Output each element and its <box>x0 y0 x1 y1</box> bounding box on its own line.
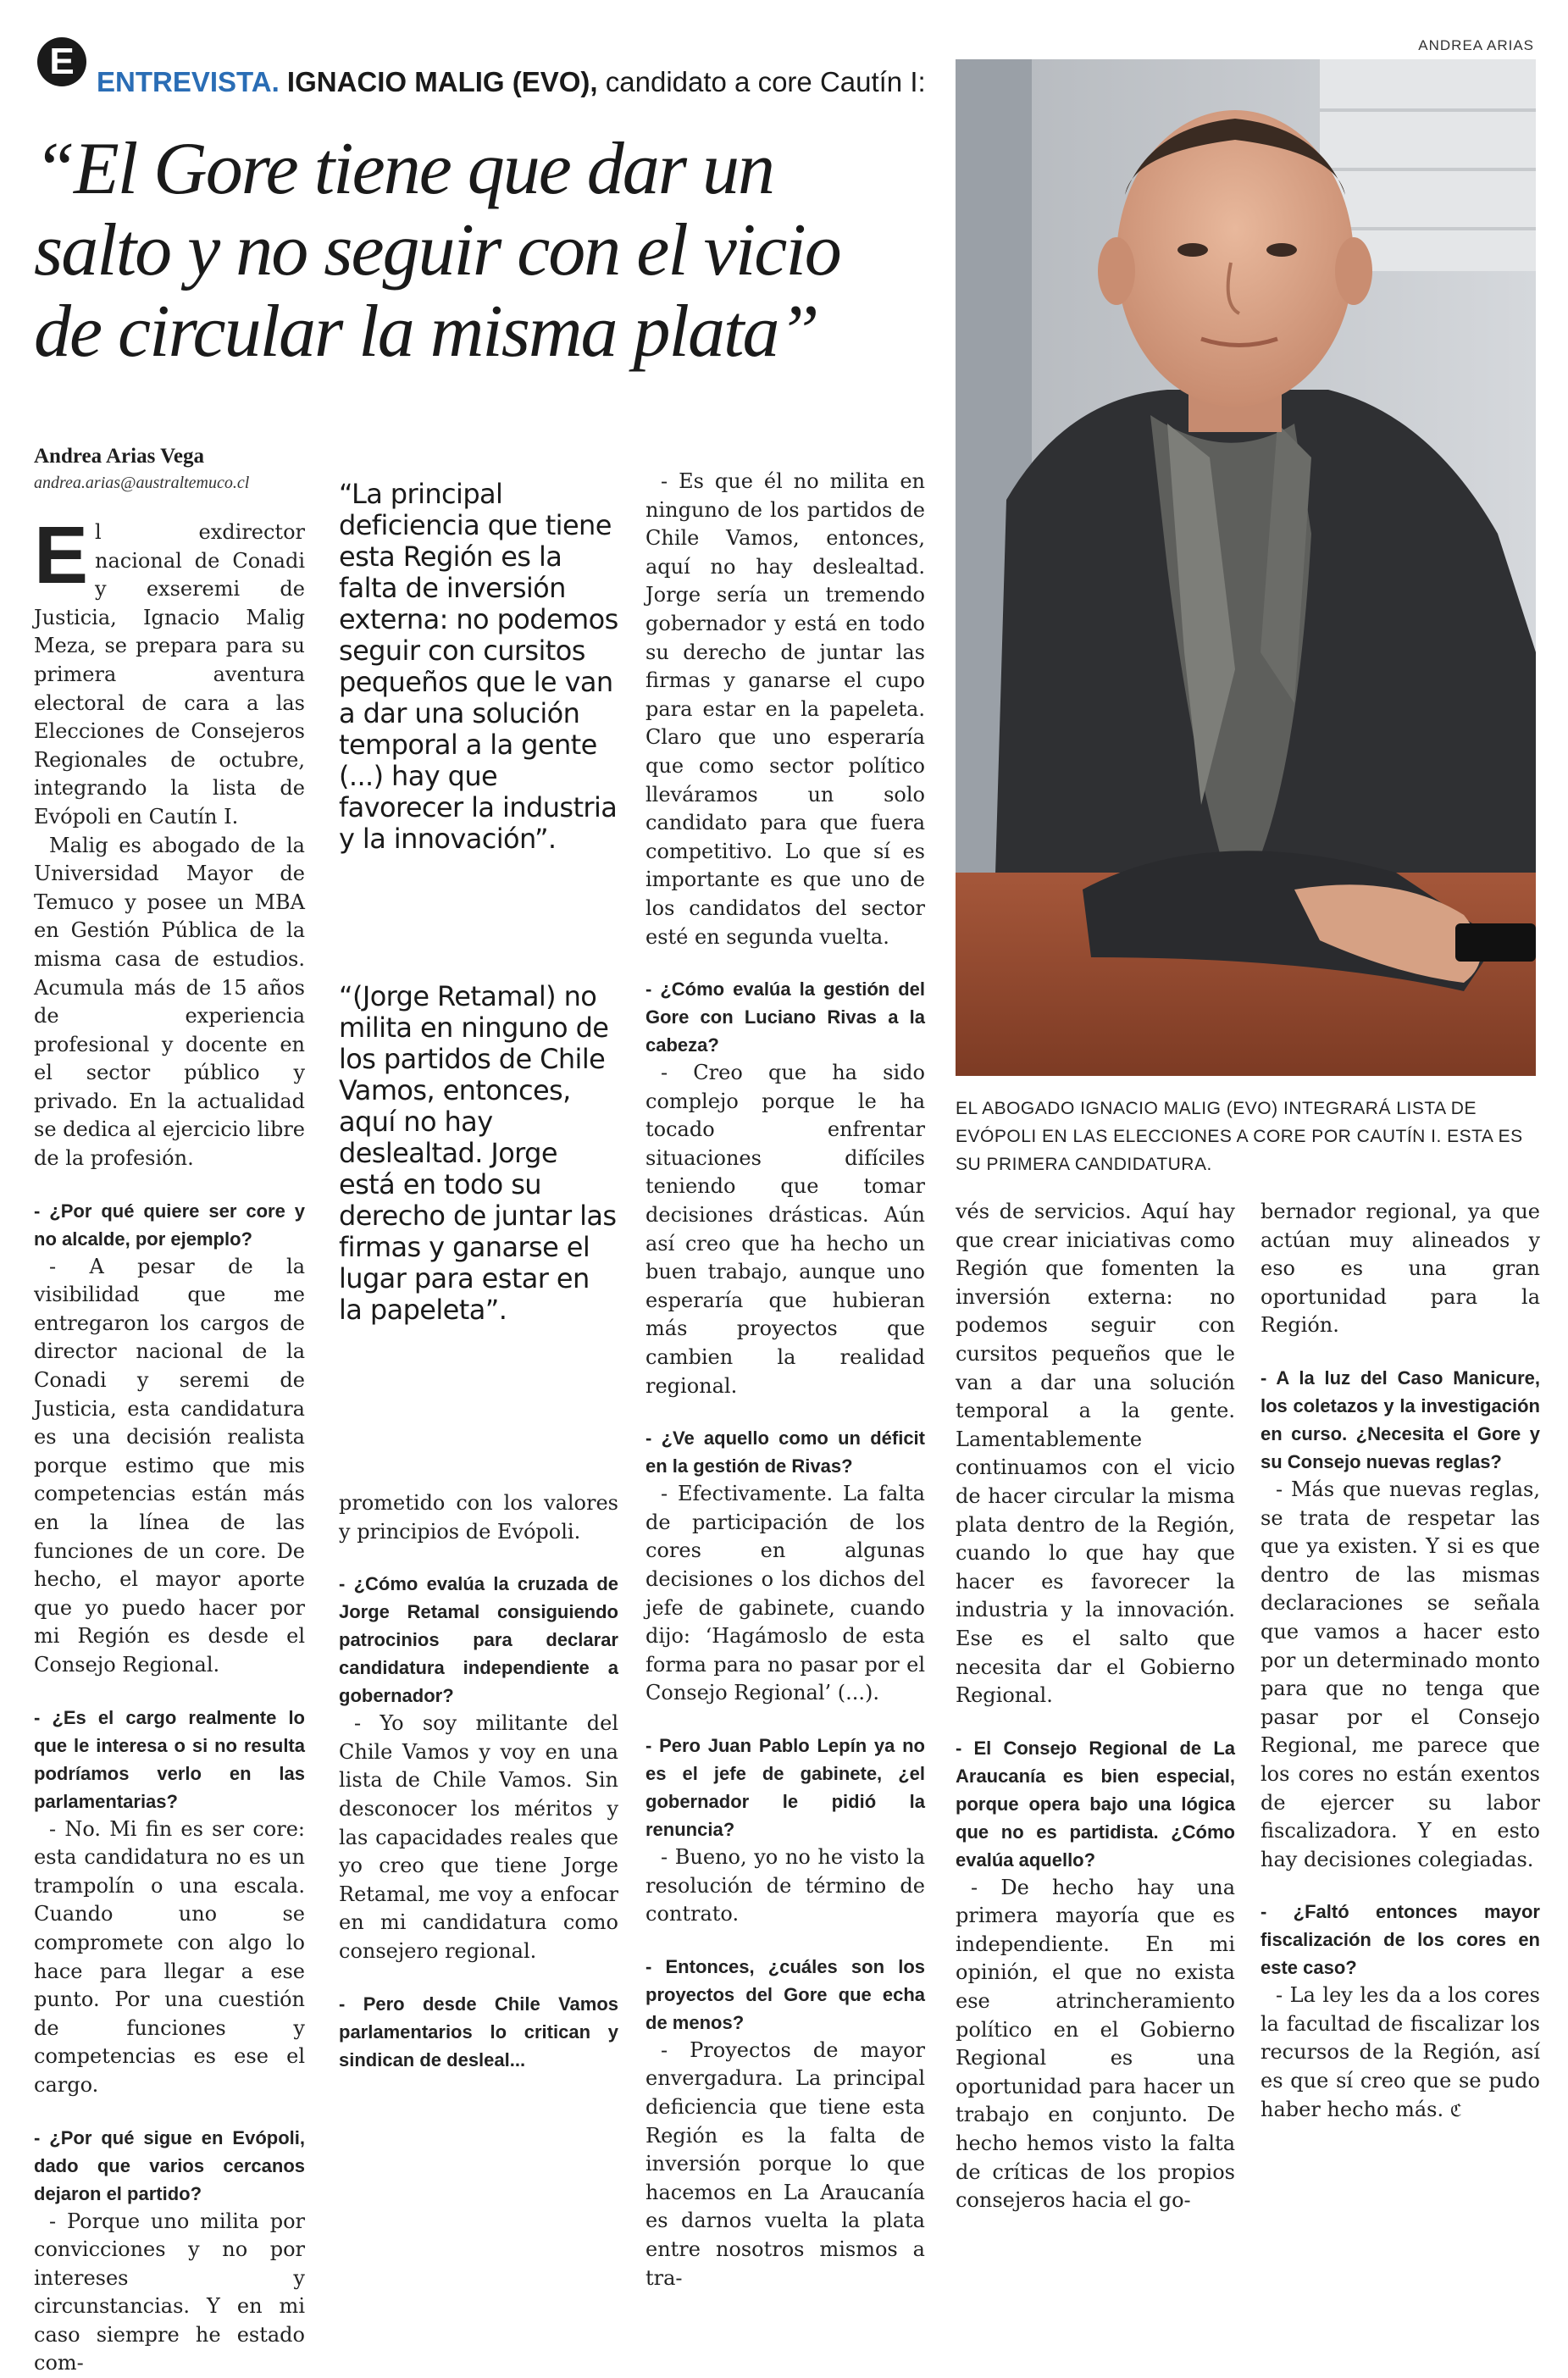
headline-line: “El Gore tiene que dar un <box>34 129 915 210</box>
answer: - Creo que ha sido complejo porque le ha tocado enfrentar situaciones difíciles teniendo que tomar decisiones drásticas. Aún así creo que ha hecho un buen trabajo, aunque uno esperaría que hubieran más proyectos que cambien la realidad regional. <box>645 1059 925 1400</box>
pull-quote-1: “La principal deficiencia que tiene esta Región es la falta de inversión externa: no podemos seguir con cursitos pequeños que le van a dar una solución temporal a la gente (...) hay que favorecer la industria y la innovación”. <box>339 479 618 855</box>
answer <box>1260 1982 1540 2125</box>
question: - A la luz del Caso Manicure, los coletazos y la investigación en curso. ¿Necesita el Gore y su Consejo nuevas reglas? <box>1260 1364 1540 1476</box>
end-mark-icon: ℭ <box>1450 2100 1462 2120</box>
answer: - A pesar de la visibilidad que me entregaron los cargos de director nacional de la Conadi y seremi de Justicia, esta candidatura es una decisión realista porque estimo que mis competencias están más en la línea de las funciones de un core. De hecho, el mayor aporte que yo puedo hacer por mi Región es desde el Consejo Regional. <box>34 1253 305 1680</box>
answer: prometido con los valores y principios de Evópoli. <box>339 1489 618 1546</box>
answer: - Yo soy militante del Chile Vamos y voy en una lista de Chile Vamos. Sin desconocer los méritos y las capacidades reales que yo creo que tiene Jorge Retamal, me voy a enfocar en mi candidatura como consejero regional. <box>339 1710 618 1965</box>
answer: vés de servicios. Aquí hay que crear iniciativas como Región que fomenten la inversión externa: no podemos seguir con cursitos pequeños que le van a dar una solución temporal a la gente. Lamentablemente continuamos con el vicio de hacer circular la misma plata dentro de la Región, cuando lo que hay que hacer es favorecer la industria y la innovación. Ese es el salto que necesita dar el Gobierno Regional. <box>956 1198 1235 1710</box>
question: - ¿Por qué sigue en Evópoli, dado que varios cercanos dejaron el partido? <box>34 2124 305 2208</box>
column-3 <box>645 468 925 2292</box>
answer: - Bueno, yo no he visto la resolución de término de contrato. <box>645 1843 925 1929</box>
question: - ¿Cómo evalúa la gestión del Gore con Luciano Rivas a la cabeza? <box>645 975 925 1059</box>
section-badge: E <box>37 37 86 86</box>
kicker-role: candidato a core Cautín I: <box>606 66 926 97</box>
answer: - No. Mi fin es ser core: esta candidatura no es un trampolín o una escala. Cuando uno se compromete con algo lo hace para llegar a ese punto. Por una cuestión de funciones y competencias es ese el cargo. <box>34 1815 305 2100</box>
photo-caption: EL ABOGADO IGNACIO MALIG (EVO) INTEGRARÁ LISTA DE EVÓPOLI EN LAS ELECCIONES A CORE POR CAUTÍN I. ESTA ES SU PRIMERA CANDIDATURA. <box>956 1095 1540 1178</box>
column-5 <box>1260 1198 1540 2125</box>
question: - ¿Cómo evalúa la cruzada de Jorge Retamal consiguiendo patrocinios para declarar candidatura independiente a gobernador? <box>339 1570 618 1710</box>
question: - Pero desde Chile Vamos parlamentarios lo critican y sindican de desleal... <box>339 1990 618 2074</box>
answer: - Más que nuevas reglas, se trata de respetar las que ya existen. Y si es que dentro de las mismas declaraciones se señala que vamos a hacer esto por un determinado monto para que no tenga que pasar por el Consejo Regional, me parece que los cores no están exentos de ejercer su labor fiscalizadora. Y en esto hay decisiones colegiadas. <box>1260 1476 1540 1874</box>
headline-line: salto y no seguir con el vicio <box>34 210 915 291</box>
kicker-name: IGNACIO MALIG (EVO), <box>287 66 598 97</box>
pull-quote-2: “(Jorge Retamal) no milita en ninguno de los partidos de Chile Vamos, entonces, aquí no hay deslealtad. Jorge está en todo su derecho de juntar las firmas y ganarse el lugar para estar en la papeleta”. <box>339 981 618 1326</box>
question: - ¿Ve aquello como un déficit en la gestión de Rivas? <box>645 1424 925 1480</box>
answer: - Efectivamente. La falta de participación de los cores en algunas decisiones o los dichos del jefe de gabinete, cuando dijo: ‘Hagámoslo de esta forma para no pasar por el Consejo Regional’ (...). <box>645 1480 925 1708</box>
answer: - Es que él no milita en ninguno de los partidos de Chile Vamos, entonces, aquí no hay deslealtad. Jorge sería un tremendo gobernador y está en todo su derecho de juntar las firmas y ganarse el cupo para estar en la papeleta. Claro que uno esperaría que como sector político lleváramos un solo candidato para que fuera competitivo. Lo que sí es importante es que uno de los candidatos del sector esté en segunda vuelta. <box>645 468 925 951</box>
column-2 <box>339 1489 618 2074</box>
bio-paragraph: Malig es abogado de la Universidad Mayor de Temuco y posee un MBA en Gestión Pública de la misma casa de estudios. Acumula más de 15 años de experiencia profesional y docente en el sector público y privado. En la actualidad se dedica al ejercicio libre de la profesión. <box>34 832 305 1173</box>
answer: - Proyectos de mayor envergadura. La principal deficiencia que tiene esta Región es la falta de inversión porque lo que hacemos en La Araucanía es darnos vuelta la plata entre nosotros mismos a tra- <box>645 2037 925 2292</box>
question: - Pero Juan Pablo Lepín ya no es el jefe de gabinete, ¿el gobernador le pidió la renuncia? <box>645 1732 925 1843</box>
question: - ¿Por qué quiere ser core y no alcalde, por ejemplo? <box>34 1197 305 1253</box>
intro-paragraph: l exdirector nacional de Conadi y exseremi de Justicia, Ignacio Malig Meza, se prepara para su primera aventura electoral de cara a las Elecciones de Consejeros Regionales de octubre, integrando la lista de Evópoli en Cautín I. <box>34 520 305 829</box>
headline-line: de circular la misma plata” <box>34 291 915 373</box>
answer: - Porque uno milita por convicciones y no por intereses y circunstancias. Y en mi caso siempre he estado com- <box>34 2208 305 2378</box>
drop-cap: E <box>34 522 88 590</box>
column-4 <box>956 1198 1235 2215</box>
headline <box>34 129 915 373</box>
question: - El Consejo Regional de La Araucanía es bien especial, porque opera bajo una lógica que no es partidista. ¿Cómo evalúa aquello? <box>956 1734 1235 1874</box>
answer: - De hecho hay una primera mayoría que es independiente. En mi opinión, el que no exista ese atrincheramiento político en el Gobierno Regional es una oportunidad para hacer un trabajo en conjunto. De hecho hemos visto la falta de críticas de los propios consejeros hacia el go- <box>956 1874 1235 2215</box>
author-name: Andrea Arias Vega <box>34 445 204 468</box>
portrait-illustration <box>956 59 1536 1076</box>
interview-photo <box>956 59 1536 1076</box>
photo-credit: ANDREA ARIAS <box>1418 37 1534 54</box>
question: - Entonces, ¿cuáles son los proyectos del Gore que echa de menos? <box>645 1953 925 2037</box>
column-1 <box>34 518 305 2378</box>
answer-text: - La ley les da a los cores la facultad de fiscalizar los recursos de la Región, así es que sí creo que se pudo haber hecho más. <box>1260 1983 1540 2120</box>
question: - ¿Es el cargo realmente lo que le interesa o si no resulta podríamos verlo en las parlamentarias? <box>34 1704 305 1815</box>
question: - ¿Faltó entonces mayor fiscalización de los cores en este caso? <box>1260 1898 1540 1982</box>
kicker <box>97 66 926 98</box>
kicker-section: ENTREVISTA. <box>97 66 280 97</box>
author-email[interactable]: andrea.arias@australtemuco.cl <box>34 474 249 493</box>
answer: bernador regional, ya que actúan muy alineados y eso es una gran oportunidad para la Región. <box>1260 1198 1540 1340</box>
